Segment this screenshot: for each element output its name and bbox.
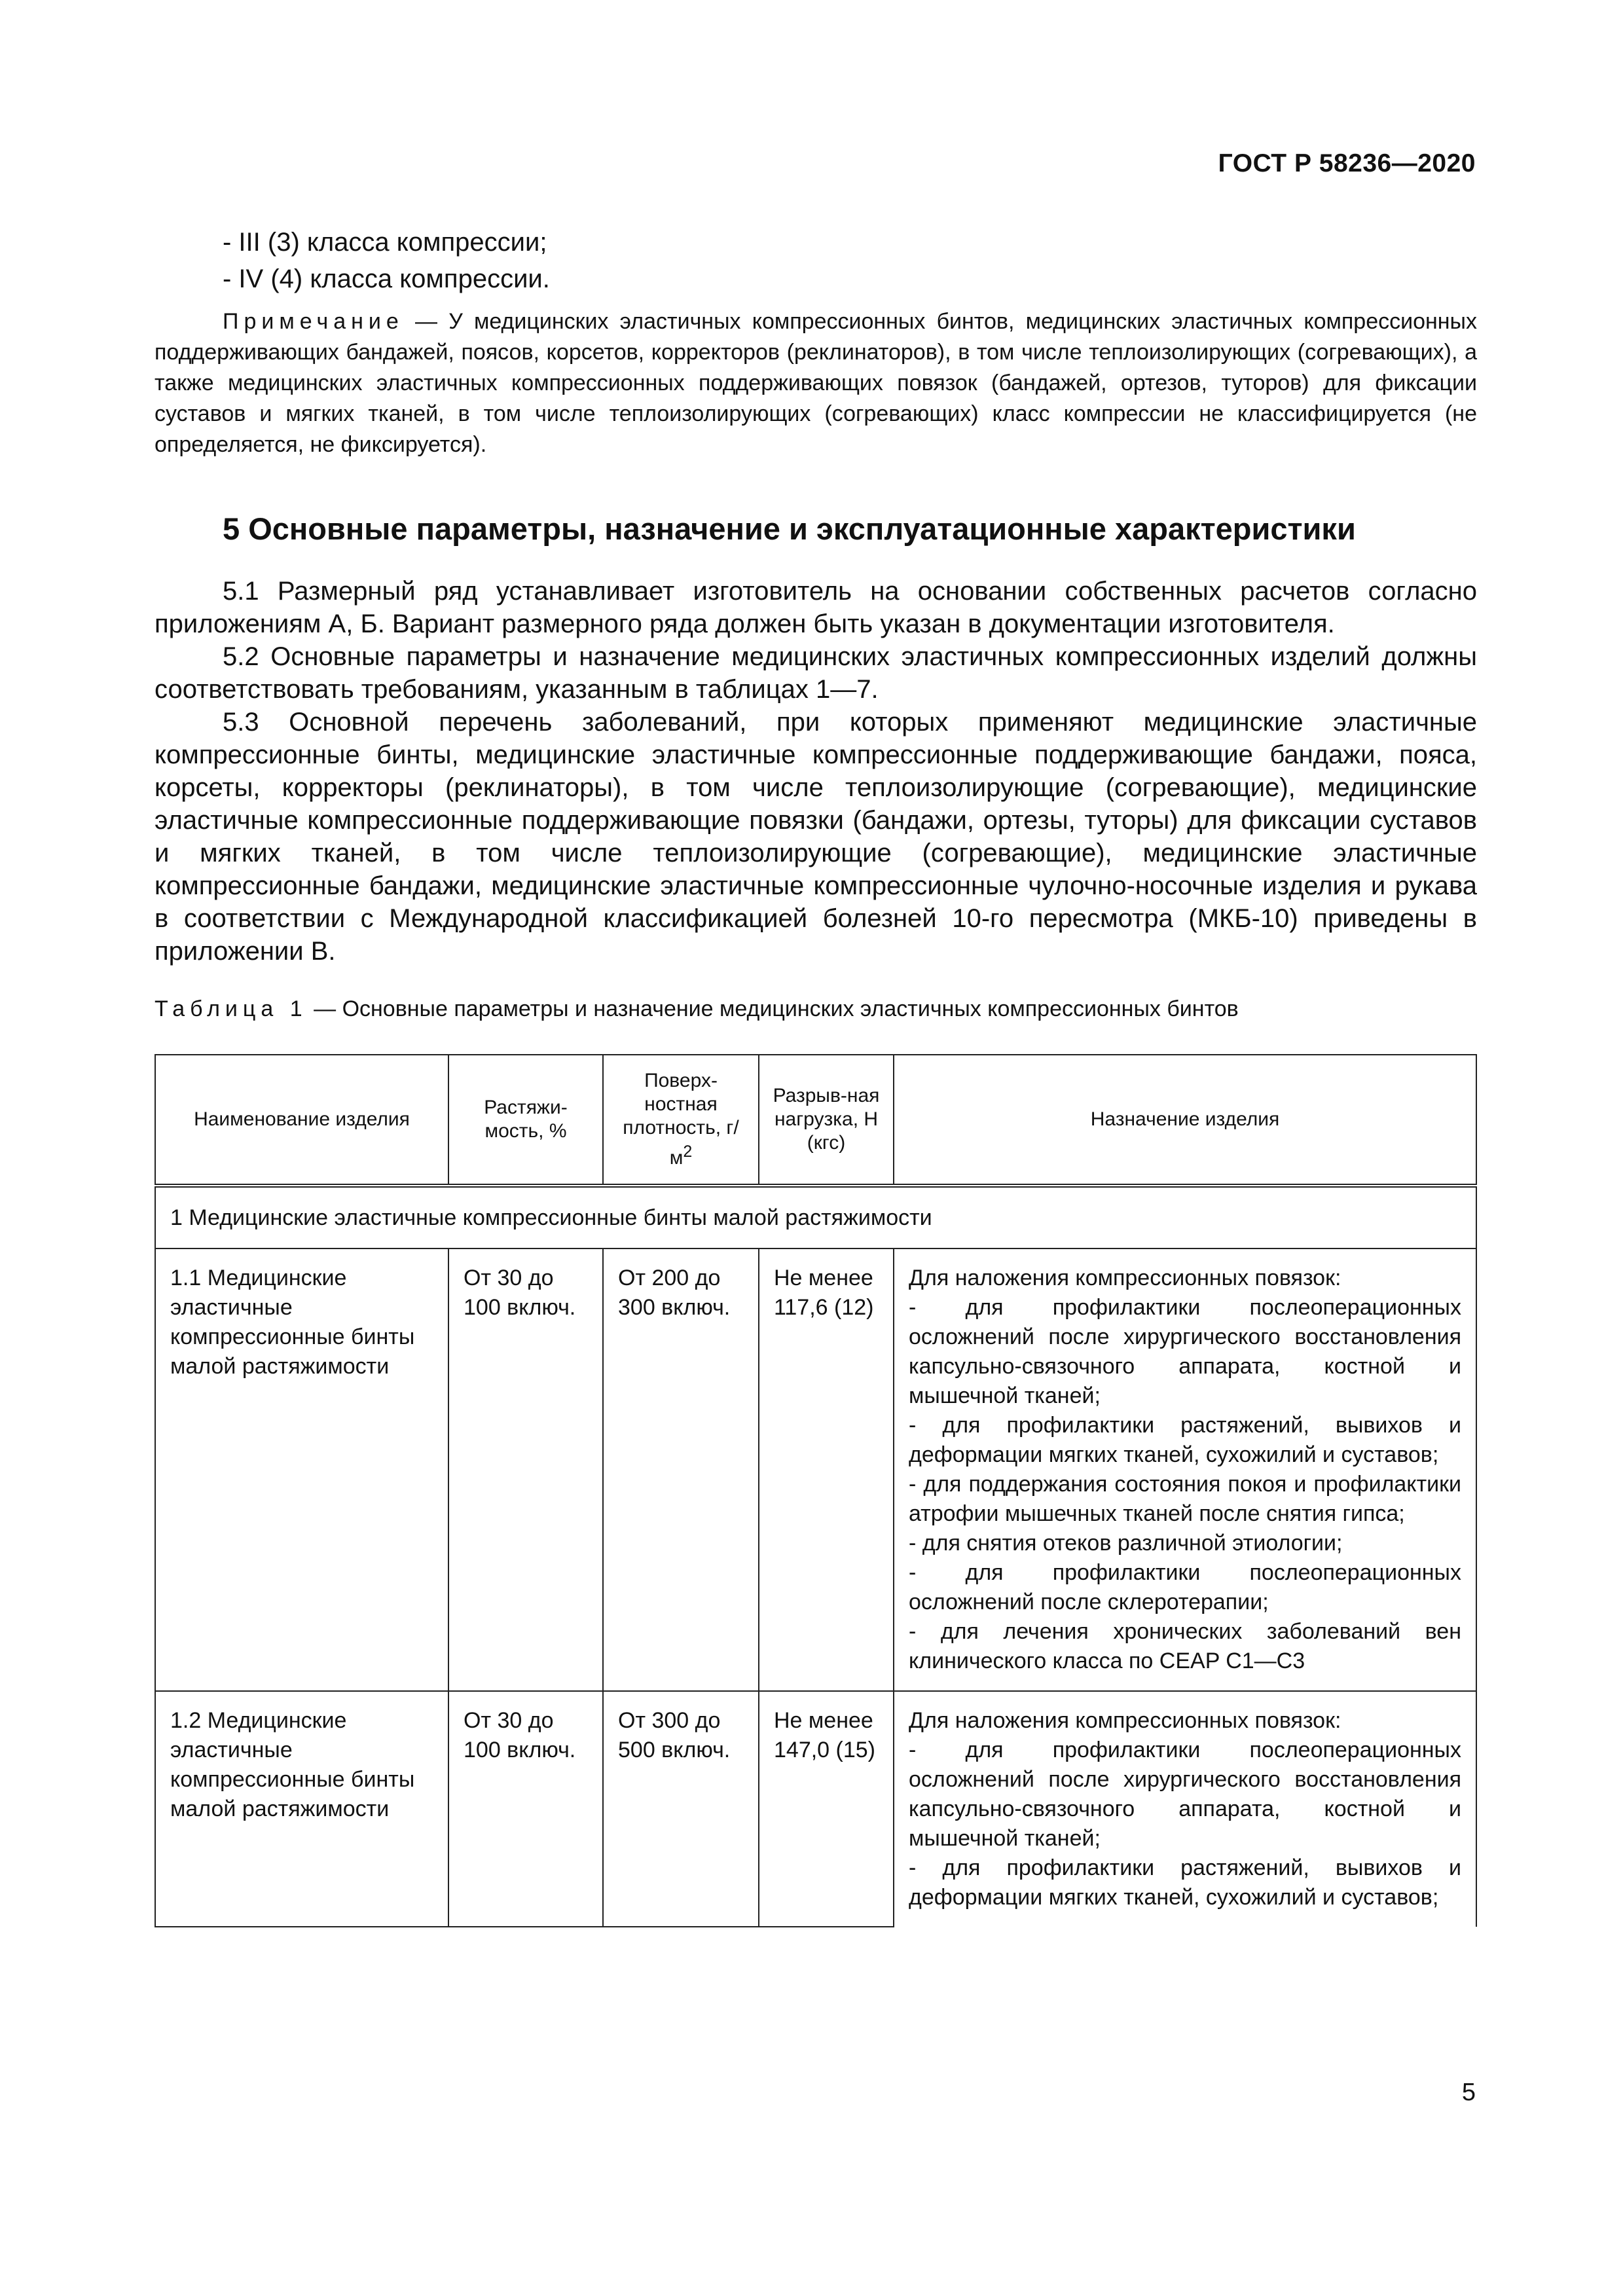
table-header-row	[155, 1055, 1476, 1186]
paragraph-5-1: 5.1 Размерный ряд устанавливает изготовитель на основании собственных расчетов согласно приложениям А, Б. Вариант размерного ряда должен быть указан в документации изготовителя.	[155, 577, 1477, 638]
table-caption-text: — Основные параметры и назначение медицинских эластичных компрессионных бинтов	[307, 996, 1239, 1021]
header-stretch: Растяжи-мость, %	[448, 1055, 603, 1186]
cell-density: От 300 до 500 включ.	[603, 1691, 759, 1927]
paragraph-5-2: 5.2 Основные параметры и назначение медицинских эластичных компрессионных изделий должны соответствовать требованиям, указанным в таблицах 1—7.	[155, 642, 1477, 704]
cell-purpose: Для наложения компрессионных повязок: - для профилактики послеоперационных осложнений после хирургического восстановления капсульно-связочного аппарата, костной и мышечной тканей; - для профилактики растяжений, вывихов и деформации мягких тканей, сухожилий и суставов; - для поддержания состояния покоя и профилактики атрофии мышечных тканей после снятия гипса; - для снятия отеков различной этиологии; - для профилактики послеоперационных осложнений после склеротерапии; - для лечения хронических заболеваний вен клинического класса по CEAP C1—C3	[894, 1248, 1476, 1691]
parameters-table	[155, 1054, 1477, 1927]
header-density: Поверх-ностная плотность, $г/м^2$	[603, 1055, 759, 1186]
note-text: — У медицинских эластичных компрессионных бинтов, медицинских эластичных компрессионных поддерживающих бандажей, поясов, корсетов, корректоров (реклинаторов), в том числе теплоизолирующих (согревающих), а также медицинских эластичных компрессионных поддерживающих повязок (бандажей, ортезов, туторов) для фиксации суставов и мягких тканей, в том числе теплоизолирующих (согревающих) класс компрессии не классифицируется (не определяется, не фиксируется).	[155, 309, 1477, 457]
cell-stretch: От 30 до 100 включ.	[448, 1248, 603, 1691]
cell-name: 1.1 Медицинские эластичные компрессионные бинты малой растяжимости	[155, 1248, 448, 1691]
table-group-row	[155, 1186, 1476, 1248]
group-title: 1 Медицинские эластичные компрессионные бинты малой растяжимости	[155, 1186, 1476, 1248]
header-name: Наименование изделия	[155, 1055, 448, 1186]
page-number: 5	[1461, 2079, 1476, 2106]
header-purpose: Назначение изделия	[894, 1055, 1476, 1186]
document-code: ГОСТ Р 58236—2020	[1218, 149, 1476, 177]
cell-purpose: Для наложения компрессионных повязок: - для профилактики послеоперационных осложнений после хирургического восстановления капсульно-связочного аппарата, костной и мышечной тканей; - для профилактики растяжений, вывихов и деформации мягких тканей, сухожилий и суставов;	[894, 1691, 1476, 1927]
cell-load: Не менее 117,6 (12)	[759, 1248, 894, 1691]
compression-class-list	[223, 224, 550, 297]
table-caption-label: Таблица 1	[155, 996, 308, 1021]
cell-density: От 200 до 300 включ.	[603, 1248, 759, 1691]
cell-stretch: От 30 до 100 включ.	[448, 1691, 603, 1927]
cell-load: Не менее 147,0 (15)	[759, 1691, 894, 1927]
table-row	[155, 1248, 1476, 1691]
list-item: - IV (4) класса компрессии.	[223, 264, 550, 293]
table-row	[155, 1691, 1476, 1927]
section-body	[155, 575, 1477, 968]
paragraph-5-3: 5.3 Основной перечень заболеваний, при которых применяют медицинские эластичные компрессионные бинты, медицинские эластичные компрессионные поддерживающие бандажи, пояса, корсеты, корректоры (реклинаторы), в том числе теплоизолирующие (согревающие), медицинские эластичные компрессионные поддерживающие повязки (бандажи, ортезы, туторы) для фиксации суставов и мягких тканей, в том числе теплоизолирующие (согревающие), медицинские эластичные компрессионные бандажи, медицинские эластичные компрессионные чулочно-носочные изделия и рукава в соответствии с Международной классификацией болезней 10-го пересмотра (МКБ-10) приведены в приложении В.	[155, 708, 1477, 966]
table-caption	[155, 996, 1239, 1022]
note-label: Примечание	[223, 309, 404, 334]
list-item: - III (3) класса компрессии;	[223, 228, 547, 257]
note-paragraph	[155, 306, 1477, 460]
section-heading: 5 Основные параметры, назначение и эксплуатационные характеристики	[223, 511, 1356, 546]
header-load: Разрыв-ная нагрузка, Н (кгс)	[759, 1055, 894, 1186]
cell-name: 1.2 Медицинские эластичные компрессионные бинты малой растяжимости	[155, 1691, 448, 1927]
